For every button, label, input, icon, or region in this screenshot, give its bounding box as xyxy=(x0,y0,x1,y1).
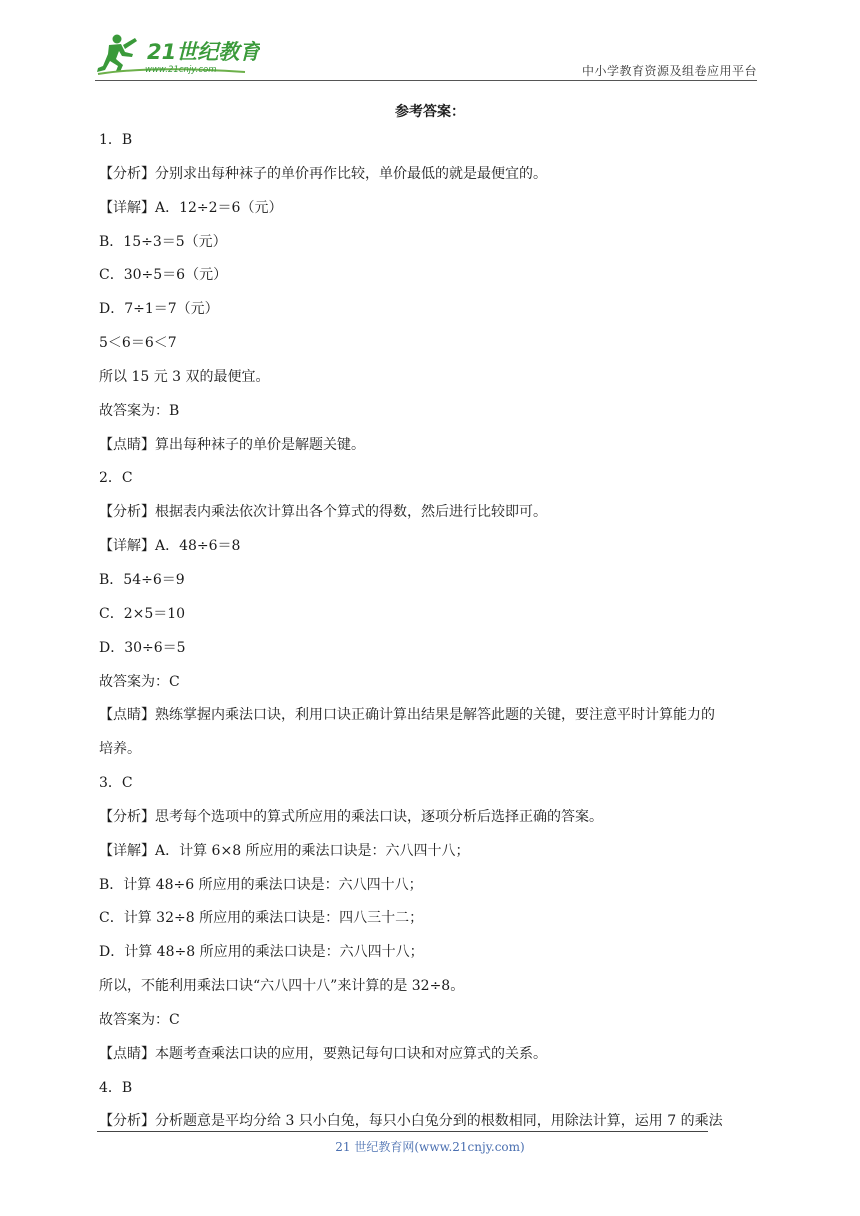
svg-text:21世纪教育: 21世纪教育 xyxy=(147,40,260,64)
svg-text:www.21cnjy.com: www.21cnjy.com xyxy=(145,65,217,75)
logo-21cnjy xyxy=(95,32,260,78)
answer-line: 4．B xyxy=(99,1079,133,1096)
answer-line: B．54÷6＝9 xyxy=(99,571,185,588)
answer-line: 【分析】思考每个选项中的算式所应用的乘法口诀，逐项分析后选择正确的答案。 xyxy=(99,808,603,825)
answer-line: 【详解】A．48÷6＝8 xyxy=(99,538,241,555)
footer-site[interactable]: 21 世纪教育网(www.21cnjy.com) xyxy=(335,1140,525,1154)
answer-line: B．15÷3＝5（元） xyxy=(99,233,227,250)
answer-line: C．2×5＝10 xyxy=(99,605,186,622)
footer-divider xyxy=(97,1131,708,1132)
answer-line: C．30÷5＝6（元） xyxy=(99,267,228,284)
answer-line: 2．C xyxy=(99,470,133,487)
answer-line: B．计算 48÷6 所应用的乘法口诀是：六八四十八； xyxy=(99,876,423,893)
answer-line: 培养。 xyxy=(99,741,141,758)
platform-name: 中小学教育资源及组卷应用平台 xyxy=(581,64,757,78)
answer-body xyxy=(99,130,764,1145)
answer-line: 所以 15 元 3 双的最便宜。 xyxy=(99,368,270,385)
answer-line: D．7÷1＝7（元） xyxy=(99,301,219,318)
answer-line: 【分析】分别求出每种袜子的单价再作比较，单价最低的就是最便宜的。 xyxy=(99,165,547,182)
answer-line: 所以，不能利用乘法口诀“六八四十八”来计算的是 32÷8。 xyxy=(99,978,465,995)
answer-line: D．30÷6＝5 xyxy=(99,639,186,656)
header-divider xyxy=(95,80,757,81)
page-title: 参考答案： xyxy=(395,104,465,120)
answer-line: 3．C xyxy=(99,775,133,792)
answer-line: C．计算 32÷8 所应用的乘法口诀是：四八三十二； xyxy=(99,910,424,927)
answer-line: 【详解】A．计算 6×8 所应用的乘法口诀是：六八四十八； xyxy=(99,842,470,859)
answer-line: D．计算 48÷8 所应用的乘法口诀是：六八四十八； xyxy=(99,944,424,961)
answer-line: 【详解】A．12÷2＝6（元） xyxy=(99,199,283,216)
answer-line: 故答案为：C xyxy=(99,1011,180,1028)
answer-line: 【点睛】本题考查乘法口诀的应用，要熟记每句口诀和对应算式的关系。 xyxy=(99,1045,547,1062)
answer-line: 故答案为：C xyxy=(99,673,180,690)
answer-line: 【分析】根据表内乘法依次计算出各个算式的得数，然后进行比较即可。 xyxy=(99,504,547,521)
answer-line: 故答案为：B xyxy=(99,402,180,419)
answer-line: 【点睛】熟练掌握内乘法口诀，利用口诀正确计算出结果是解答此题的关键，要注意平时计算能力的 xyxy=(99,707,715,724)
answer-line: 1．B xyxy=(99,132,133,148)
answer-line: 【点睛】算出每种袜子的单价是解题关键。 xyxy=(99,436,365,453)
answer-line: 5＜6＝6＜7 xyxy=(99,335,177,352)
answer-line: 【分析】分析题意是平均分给 3 只小白兔，每只小白兔分到的根数相同，用除法计算，运用 7 的乘法 xyxy=(99,1113,723,1130)
page-header xyxy=(95,32,757,80)
